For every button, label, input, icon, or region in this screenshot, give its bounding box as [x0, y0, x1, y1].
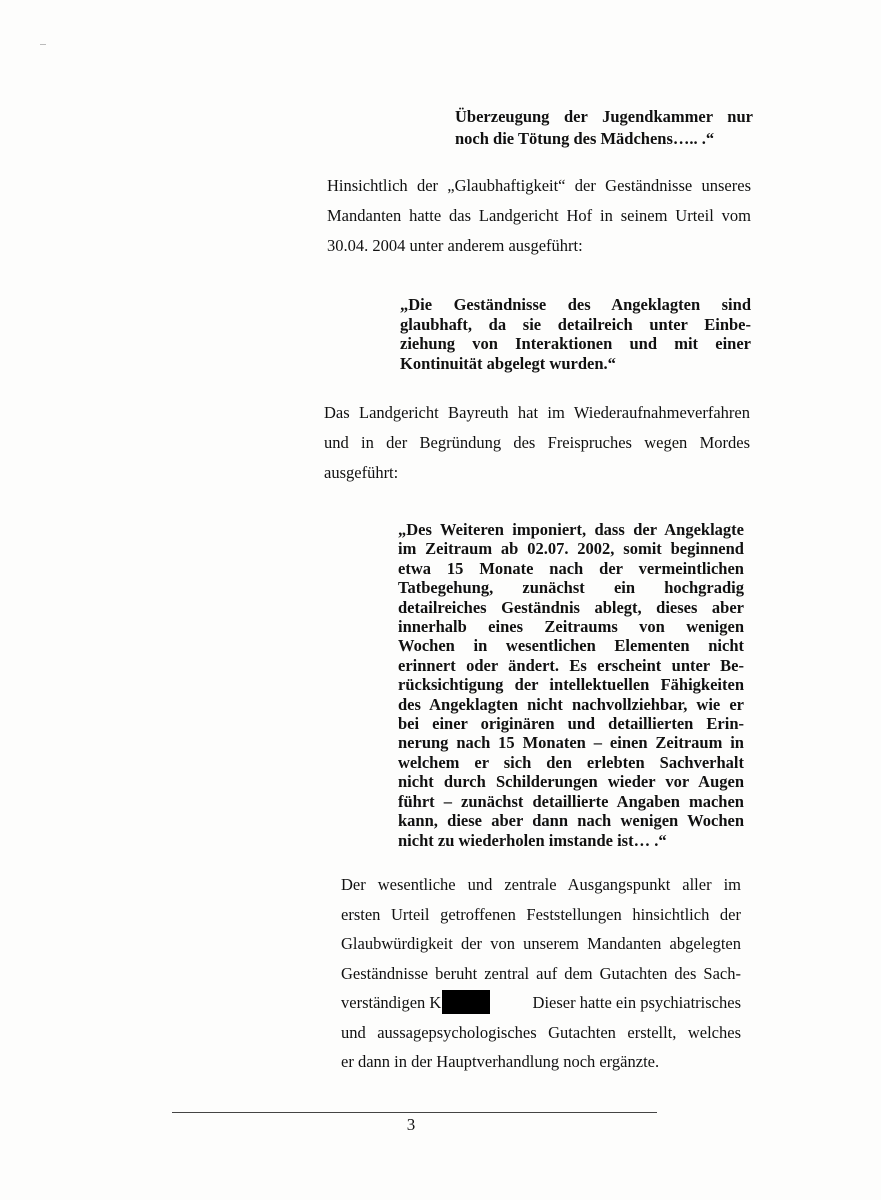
- quote-line: innerhalb eines Zeitraums von wenigen: [398, 617, 744, 637]
- quote-line: im Zeitraum ab 02.07. 2002, somit beginnend: [398, 539, 744, 559]
- redacted-name-prefix: verständigen K: [341, 993, 442, 1012]
- quote-line: bei einer originären und detaillierten Erin-: [398, 714, 744, 734]
- paragraph-line: 30.04. 2004 unter anderem ausgeführt:: [327, 236, 583, 255]
- quote-line: etwa 15 Monate nach der vermeintlichen: [398, 558, 744, 578]
- paragraph: [327, 171, 751, 261]
- quote-line: Wochen in wesentlichen Elementen nicht: [398, 636, 744, 656]
- quote-line: nicht durch Schilderungen wieder vor Augen: [398, 772, 744, 792]
- quote-line: Überzeugung der Jugendkammer nur: [455, 107, 753, 126]
- paragraph-line: Hinsichtlich der „Glaubhaftigkeit“ der Geständnisse unseres: [327, 176, 751, 195]
- quote-line: ziehung von Interaktionen und mit einer: [400, 334, 751, 353]
- quote-line: rücksichtigung der intellektuellen Fähigkeiten: [398, 675, 744, 695]
- quote-line: nicht zu wiederholen imstande ist… .“: [398, 830, 667, 850]
- block-quote: [398, 520, 744, 850]
- block-quote: [400, 295, 751, 373]
- quote-line: Kontinuität abgelegt wurden.“: [400, 353, 616, 373]
- quote-line: noch die Tötung des Mädchens….. .“: [455, 129, 715, 148]
- quote-line: welchem er sich den erlebten Sachverhalt: [398, 752, 744, 772]
- paragraph-line: Geständnisse beruht zentral auf dem Gutachten des Sach-: [341, 963, 741, 983]
- paragraph-line: er dann in der Hauptverhandlung noch ergänzte.: [341, 1052, 660, 1071]
- footer-divider: [172, 1112, 657, 1113]
- quote-line: des Angeklagten nicht nachvollziehbar, wie er: [398, 694, 744, 714]
- quote-line: nerung nach 15 Monaten – einen Zeitraum in: [398, 733, 744, 753]
- paragraph-line: ausgeführt:: [324, 463, 399, 482]
- paragraph-fragment: Dieser hatte ein psychiatrisches: [532, 993, 741, 1012]
- quote-line: glaubhaft, da sie detailreich unter Einbe-: [400, 314, 751, 334]
- quote-line: führt – zunächst detaillierte Angaben machen: [398, 791, 744, 811]
- quote-line: erinnert oder ändert. Es erscheint unter Be-: [398, 655, 744, 675]
- paragraph-line: Mandanten hatte das Landgericht Hof in seinem Urteil vom: [327, 206, 751, 225]
- page-number: 3: [406, 1115, 416, 1134]
- quote-line: kann, diese aber dann nach wenigen Wochen: [398, 811, 744, 831]
- paragraph-line: Das Landgericht Bayreuth hat im Wiederaufnahmeverfahren: [324, 403, 750, 422]
- quote-line: detailreiches Geständnis ablegt, dieses aber: [398, 597, 744, 617]
- quote-line: Tatbegehung, zunächst ein hochgradig: [398, 578, 744, 598]
- paragraph-line-redacted: [341, 988, 741, 1018]
- paragraph-line: und in der Begründung des Freispruches wegen Mordes: [324, 433, 750, 452]
- quote-continuation: [455, 106, 753, 150]
- paragraph: [341, 870, 741, 1077]
- paragraph-fragment: [341, 988, 492, 1018]
- paragraph: [324, 398, 750, 488]
- scan-artifact: [40, 44, 46, 45]
- quote-line: „Des Weiteren imponiert, dass der Angeklagte: [398, 520, 744, 539]
- paragraph-line: und aussagepsychologisches Gutachten erstellt, welches: [341, 1022, 741, 1042]
- redaction-block: [442, 990, 490, 1014]
- quote-line: „Die Geständnisse des Angeklagten sind: [400, 295, 751, 314]
- paragraph-line: Der wesentliche und zentrale Ausgangspunkt aller im: [341, 875, 741, 894]
- paragraph-line: ersten Urteil getroffenen Feststellungen hinsichtlich der: [341, 904, 741, 924]
- paragraph-line: Glaubwürdigkeit der von unserem Mandanten abgelegten: [341, 934, 741, 953]
